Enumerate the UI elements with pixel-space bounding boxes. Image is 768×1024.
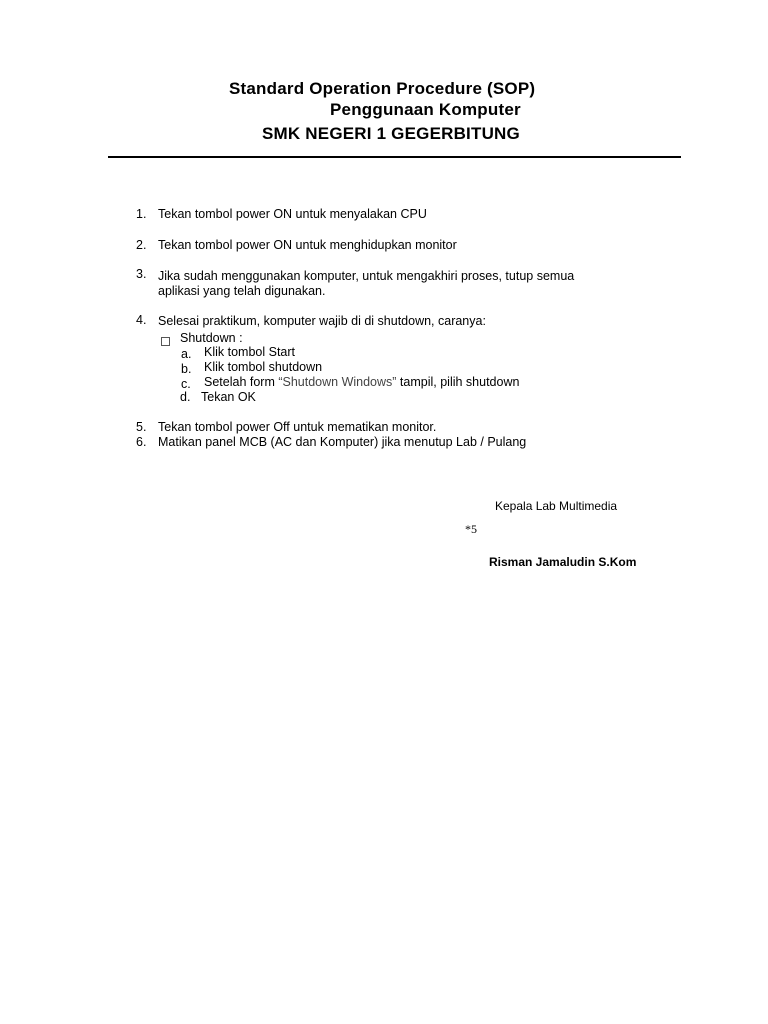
substep-letter: b.	[181, 362, 192, 376]
checkbox-icon	[161, 337, 170, 346]
step-text: Tekan tombol power Off untuk mematikan monitor.	[158, 420, 437, 434]
step-number: 2.	[136, 238, 147, 252]
substep-text: Klik tombol shutdown	[204, 360, 323, 374]
substep-text	[204, 375, 519, 390]
substep-text: Tekan OK	[201, 390, 256, 404]
substep-quoted-text: “Shutdown Windows”	[278, 375, 397, 389]
step-number: 5.	[136, 420, 147, 434]
step-number: 1.	[136, 207, 147, 221]
shutdown-heading: Shutdown :	[180, 331, 243, 345]
step-number: 6.	[136, 435, 147, 449]
school-name: SMK NEGERI 1 GEGERBITUNG	[262, 124, 520, 143]
step-text: Tekan tombol power ON untuk menghidupkan monitor	[158, 238, 457, 252]
header-divider	[108, 156, 681, 158]
step-number: 4.	[136, 313, 147, 327]
signatory-role: Kepala Lab Multimedia	[495, 499, 618, 513]
substep-letter: c.	[181, 377, 191, 391]
step-text: Selesai praktikum, komputer wajib di di shutdown, caranya:	[158, 314, 486, 328]
document-subtitle: Penggunaan Komputer	[330, 100, 521, 119]
step-text: Tekan tombol power ON untuk menyalakan CPU	[158, 207, 427, 221]
substep-text: Klik tombol Start	[204, 345, 296, 359]
signatory-name: Risman Jamaludin S.Kom	[489, 555, 637, 569]
substep-text-part: tampil, pilih shutdown	[396, 375, 520, 389]
step-text-continued: aplikasi yang telah digunakan.	[158, 284, 326, 298]
step-text: Jika sudah menggunakan komputer, untuk mengakhiri proses, tutup semua	[158, 269, 575, 283]
step-number: 3.	[136, 267, 147, 281]
substep-text-part: Setelah form	[204, 375, 279, 389]
signature-mark: *5	[465, 522, 477, 536]
step-text: Matikan panel MCB (AC dan Komputer) jika menutup Lab / Pulang	[158, 435, 527, 449]
substep-letter: d.	[180, 390, 191, 404]
substep-letter: a.	[181, 347, 192, 361]
document-title: Standard Operation Procedure (SOP)	[229, 79, 536, 98]
